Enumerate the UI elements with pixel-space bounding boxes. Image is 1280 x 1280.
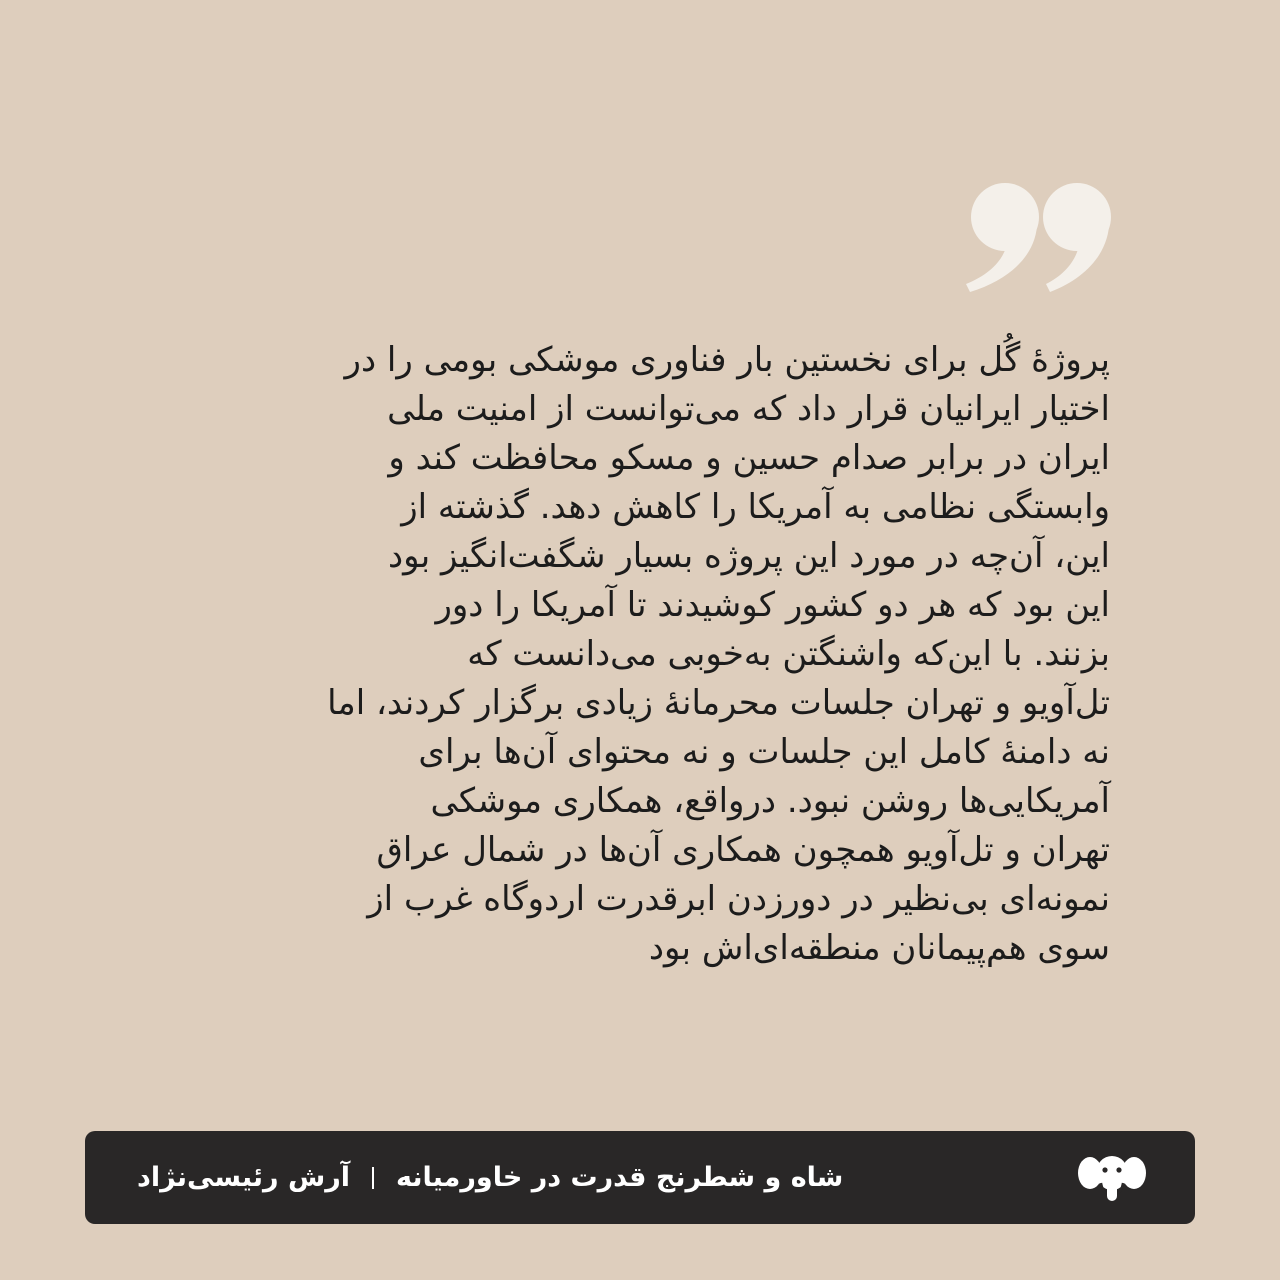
- elephant-icon: [1077, 1149, 1147, 1205]
- closing-quote-icon: [960, 180, 1120, 295]
- quote-line: نمونه‌ای بی‌نظیر در دورزدن ابرقدرت اردوگاه غرب از: [367, 879, 1110, 919]
- quote-line: پروژهٔ گُل برای نخستین بار فناوری موشکی بومی را در: [344, 340, 1110, 380]
- quote-line: تل‌آویو و تهران جلسات محرمانهٔ زیادی برگزار کردند، اما: [327, 683, 1110, 723]
- quote-line: وابستگی نظامی به آمریکا را کاهش دهد. گذشته از: [401, 487, 1110, 527]
- footer-caption: [137, 1131, 843, 1224]
- quote-line: این بود که هر دو کشور کوشیدند تا آمریکا را دور: [435, 585, 1110, 625]
- quote-line: ایران در برابر صدام حسین و مسکو محافظت کند و: [388, 438, 1110, 478]
- quote-line: سوی هم‌پیمانان منطقه‌ای‌اش بود: [648, 928, 1110, 968]
- quote-line: نه دامنهٔ کامل این جلسات و نه محتوای آن‌ها برای: [418, 732, 1110, 772]
- quote-line: تهران و تل‌آویو همچون همکاری آن‌ها در شمال عراق: [376, 830, 1110, 870]
- quote-line: بزنند. با این‌که واشنگتن به‌خوبی می‌دانست که: [467, 634, 1110, 674]
- quote-text: [150, 336, 1110, 973]
- quote-line: آمریکایی‌ها روشن نبود. درواقع، همکاری موشکی: [430, 781, 1110, 821]
- author-name: آرش رئیسی‌نژاد: [137, 1162, 350, 1193]
- quote-line: اختیار ایرانیان قرار داد که می‌توانست از امنیت ملی: [387, 389, 1110, 429]
- separator: [372, 1167, 374, 1189]
- footer-bar: [85, 1131, 1195, 1224]
- quote-line: این، آن‌چه در مورد این پروژه بسیار شگفت‌انگیز بود: [387, 536, 1110, 576]
- book-title: شاه و شطرنج قدرت در خاورمیانه: [396, 1162, 844, 1193]
